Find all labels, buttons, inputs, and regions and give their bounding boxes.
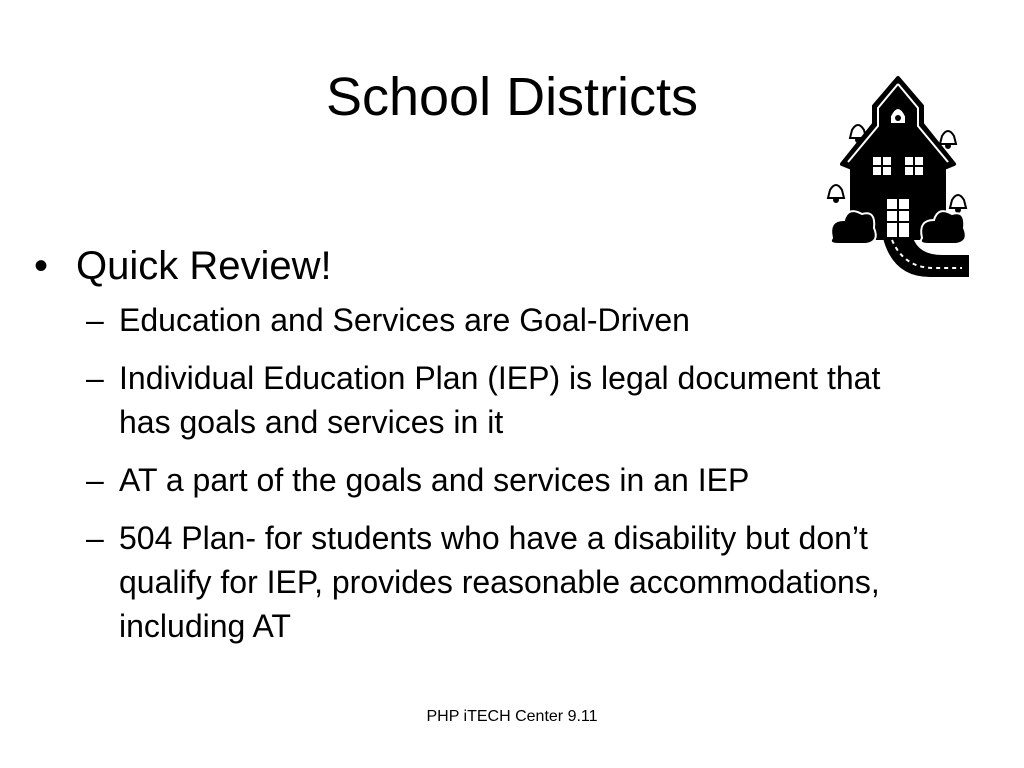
bullet-text: Quick Review! (76, 244, 332, 288)
sub-bullet-text: Education and Services are Goal-Driven (119, 302, 690, 338)
bell-icon (828, 185, 844, 202)
sub-bullet-item (30, 458, 939, 502)
dash-icon: – (86, 462, 104, 498)
slide-body (30, 240, 930, 662)
slide-footer: PHP iTECH Center 9.11 (426, 708, 598, 725)
sub-bullet-item (30, 298, 939, 342)
dash-icon: – (86, 360, 104, 396)
bell-icon (950, 195, 966, 212)
sub-bullet-list (30, 298, 930, 648)
sub-bullet-text: Individual Education Plan (IEP) is legal document that has goals and services in it (119, 360, 881, 440)
sub-bullet-item (30, 516, 939, 648)
bell-icon (940, 131, 956, 148)
dash-icon: – (86, 302, 104, 338)
dash-icon: – (86, 520, 104, 556)
sub-bullet-item (30, 356, 939, 444)
sub-bullet-text: AT a part of the goals and services in an IEP (119, 462, 750, 498)
bullet-item (30, 240, 930, 292)
sub-bullet-text: 504 Plan- for students who have a disability but don’t qualify for IEP, provides reasonable accommodations, including AT (119, 520, 880, 644)
bullet-icon: • (34, 244, 49, 288)
slide-title: School Districts (325, 67, 699, 127)
